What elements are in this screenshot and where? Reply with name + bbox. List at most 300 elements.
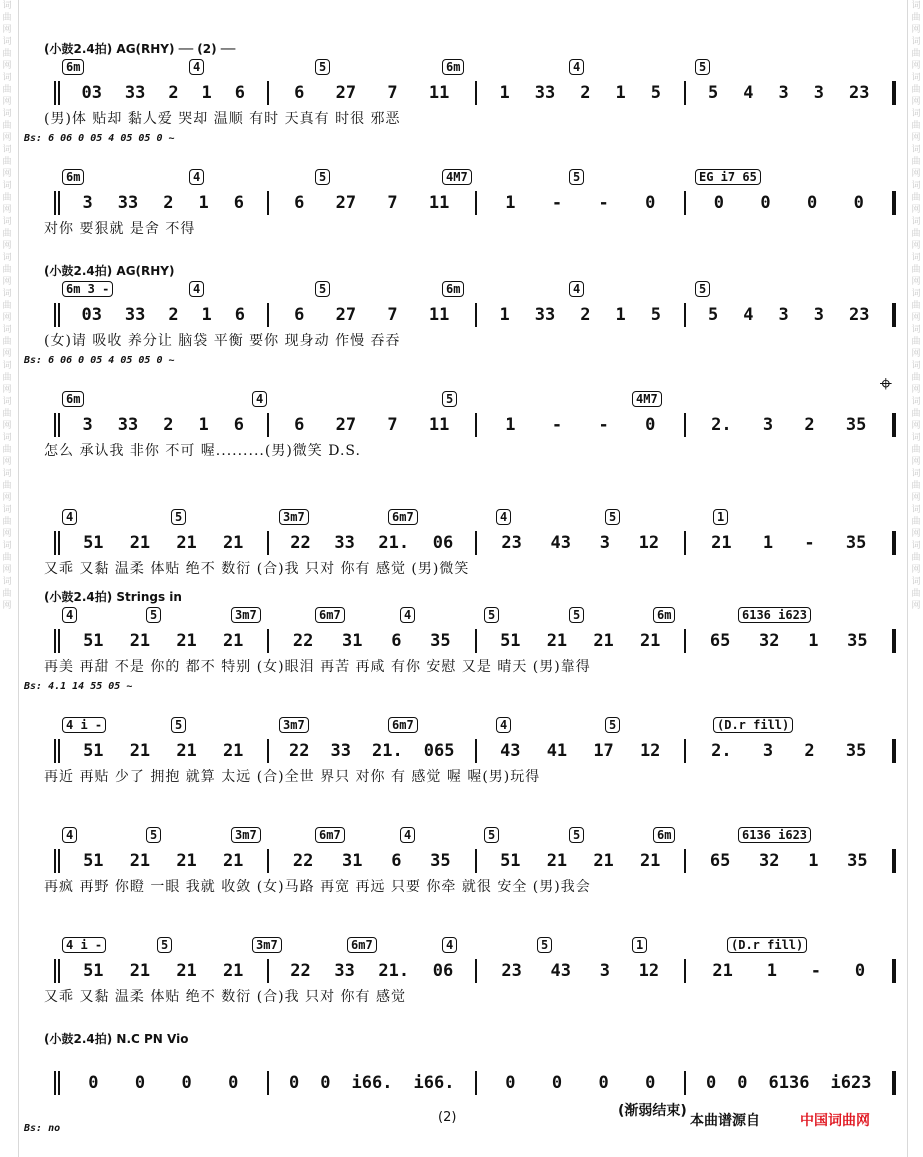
note: 1 [615, 305, 626, 325]
note: 35 [430, 851, 451, 871]
watermark-glyph: 网 [2, 61, 12, 71]
note: 2 [168, 83, 179, 103]
note: 0 [181, 1073, 192, 1093]
chord-symbol: 4 [442, 937, 457, 953]
watermark-glyph: 词 [911, 289, 921, 299]
note: 2 [163, 193, 174, 213]
watermark-glyph: 曲 [2, 13, 12, 23]
chord-symbol: 4 [189, 59, 204, 75]
note: 1 [505, 193, 516, 213]
page-number: (2) [438, 1110, 457, 1125]
lyrics-line: 再美 再甜 不是 你的 都不 特别 (女)眼泪 再苦 再咸 有你 安慰 又是 晴天 (男)靠得 [44, 659, 591, 675]
chord-symbol: 5 [569, 169, 584, 185]
note: 0 [853, 193, 864, 213]
barline [267, 959, 269, 983]
chord-symbol: 5 [605, 509, 620, 525]
measure [696, 533, 883, 553]
watermark-glyph: 曲 [911, 409, 921, 419]
note: 21 [129, 961, 151, 981]
chord-symbol: 5 [569, 827, 584, 843]
watermark-glyph: 曲 [911, 517, 921, 527]
note-row [18, 410, 906, 440]
note: 03 [81, 83, 102, 103]
note: 21. [378, 533, 410, 553]
note: i66. [351, 1073, 393, 1093]
note: 0 [228, 1073, 239, 1093]
bass-line: Bs: no [24, 1123, 61, 1134]
note: 23 [849, 305, 870, 325]
lyrics-line: 对你 要狠就 是舍 不得 [44, 221, 196, 237]
repeat-barline [54, 303, 60, 327]
chord-symbol: 4 [62, 827, 77, 843]
note: 51 [500, 631, 521, 651]
note: 21 [129, 741, 151, 761]
note: 11 [428, 193, 450, 213]
barline [475, 81, 477, 105]
measure [279, 961, 466, 981]
chord-symbol: 6m7 [315, 827, 345, 843]
chord-symbol: 5 [695, 59, 710, 75]
measure [487, 631, 674, 651]
note: 51 [500, 851, 521, 871]
barline [267, 81, 269, 105]
note-row [18, 626, 906, 656]
barline [684, 81, 686, 105]
note: 2. [711, 741, 732, 761]
chord-symbol: 5 [146, 827, 161, 843]
note: 6 [391, 851, 402, 871]
note: 22 [290, 533, 311, 553]
repeat-barline [54, 191, 60, 215]
note: 65 [709, 631, 731, 651]
note: - [551, 193, 563, 213]
note: 0 [806, 193, 818, 213]
chord-symbol: 1 [713, 509, 728, 525]
barline [892, 629, 896, 653]
watermark-glyph: 词 [2, 361, 12, 371]
watermark-glyph: 网 [2, 97, 12, 107]
watermark-glyph: 网 [911, 565, 921, 575]
watermark-glyph: 词 [911, 577, 921, 587]
chord-row [18, 606, 906, 626]
note: 51 [83, 533, 104, 553]
note: 21 [593, 631, 614, 651]
measure [696, 415, 883, 435]
chord-symbol: 3m7 [279, 509, 309, 525]
note: - [810, 961, 822, 981]
note: 21 [593, 851, 614, 871]
chord-symbol: 1 [632, 937, 647, 953]
note: 21 [222, 961, 244, 981]
watermark-glyph: 词 [911, 325, 921, 335]
note: 21 [176, 741, 197, 761]
note: 23 [849, 83, 870, 103]
score-system [18, 808, 906, 916]
chord-symbol: 5 [315, 281, 330, 297]
measure [696, 631, 883, 651]
measure [279, 631, 466, 651]
footer [18, 1098, 906, 1138]
system-header [18, 150, 906, 168]
note: 3 [762, 741, 774, 761]
barline [684, 739, 686, 763]
watermark-glyph: 网 [2, 133, 12, 143]
chord-row [18, 936, 906, 956]
watermark-glyph: 网 [911, 241, 921, 251]
note: 1 [762, 533, 774, 553]
note: 33 [117, 415, 139, 435]
watermark-glyph: 词 [2, 181, 12, 191]
watermark-glyph: 词 [2, 397, 12, 407]
note: 21 [129, 533, 151, 553]
note: 1 [499, 305, 510, 325]
repeat-barline [54, 531, 60, 555]
watermark-glyph: 曲 [2, 265, 12, 275]
note: 0 [713, 193, 724, 213]
watermark-glyph: 曲 [2, 589, 12, 599]
barline [475, 629, 477, 653]
measure [70, 1073, 257, 1093]
note: 21 [546, 631, 568, 651]
note: 43 [550, 533, 571, 553]
measure [279, 533, 466, 553]
note: 5 [650, 83, 661, 103]
note: 22 [290, 961, 311, 981]
note: 12 [638, 961, 660, 981]
chord-symbol: 5 [146, 607, 161, 623]
note-row [18, 846, 906, 876]
measure [70, 961, 257, 981]
watermark-glyph: 网 [2, 241, 12, 251]
chord-symbol: 6m [62, 169, 84, 185]
site-name[interactable]: 中国词曲网 [800, 1113, 870, 1129]
note: 23 [501, 533, 522, 553]
watermark-glyph: 网 [911, 457, 921, 467]
note: 27 [335, 305, 357, 325]
chord-symbol: (D.r fill) [713, 717, 793, 733]
note: 0 [737, 1073, 748, 1093]
note: 35 [845, 741, 867, 761]
note: 33 [330, 741, 351, 761]
note: 33 [534, 305, 556, 325]
note: 065 [423, 741, 455, 761]
barline [892, 81, 896, 105]
source-label: 本曲谱源自 [690, 1113, 760, 1129]
chord-symbol: 6m [62, 391, 84, 407]
note: 43 [500, 741, 521, 761]
score-system [18, 588, 906, 696]
chord-symbol: 6136 i623 [738, 607, 811, 623]
barline [475, 413, 477, 437]
barline [267, 531, 269, 555]
chord-symbol: 4 [62, 509, 77, 525]
bass-line [18, 898, 906, 916]
chord-symbol: 5 [484, 607, 499, 623]
watermark-glyph: 词 [911, 217, 921, 227]
measure [279, 193, 466, 213]
watermark-glyph: 曲 [2, 49, 12, 59]
watermark-glyph: 曲 [2, 445, 12, 455]
bass-line: Bs: 6 06 0 05 4 05 05 0 ~ [24, 355, 175, 366]
watermark-glyph: 词 [2, 145, 12, 155]
note: 21 [176, 533, 197, 553]
note: 1 [808, 851, 819, 871]
watermark-glyph: 曲 [911, 229, 921, 239]
chord-symbol: 4 i - [62, 717, 106, 733]
note: 21 [546, 851, 568, 871]
chord-symbol: 4 [569, 59, 584, 75]
chord-symbol: 6m [62, 59, 84, 75]
chord-symbol: 5 [171, 509, 186, 525]
note: 21 [222, 851, 244, 871]
repeat-barline [54, 739, 60, 763]
barline [267, 303, 269, 327]
note: 3 [762, 415, 774, 435]
note: 0 [505, 1073, 516, 1093]
watermark-glyph: 曲 [911, 121, 921, 131]
watermark-glyph: 网 [2, 205, 12, 215]
watermark-glyph: 词 [911, 361, 921, 371]
fade-out-marking: (渐弱结束) [618, 1103, 687, 1119]
note-row [18, 736, 906, 766]
watermark-glyph: 网 [911, 25, 921, 35]
chord-row [18, 58, 906, 78]
chord-symbol: 4 [62, 607, 77, 623]
chord-symbol: 6m 3 - [62, 281, 113, 297]
watermark-glyph: 词 [911, 505, 921, 515]
measure [696, 851, 883, 871]
note: 21 [639, 851, 661, 871]
measure [696, 741, 883, 761]
note: 27 [335, 415, 357, 435]
note-row [18, 300, 906, 330]
note: 11 [428, 415, 450, 435]
chord-symbol: 5 [484, 827, 499, 843]
system-header: (小鼓2.4拍) AG(RHY) [44, 264, 175, 278]
watermark-glyph: 曲 [911, 49, 921, 59]
note: 6 [294, 305, 305, 325]
barline [684, 303, 686, 327]
note: 0 [706, 1073, 717, 1093]
note: 33 [124, 83, 146, 103]
note: 1 [808, 631, 819, 651]
bass-line [18, 788, 906, 806]
barline [892, 531, 896, 555]
watermark-glyph: 网 [911, 493, 921, 503]
chord-row [18, 716, 906, 736]
barline [892, 1071, 896, 1095]
score-system [18, 918, 906, 1026]
note: 12 [638, 533, 660, 553]
barline [684, 849, 686, 873]
chord-symbol: 4M7 [632, 391, 662, 407]
chord-symbol: 3m7 [231, 827, 261, 843]
note: 7 [387, 83, 398, 103]
measure [70, 533, 257, 553]
watermark-glyph: 网 [911, 61, 921, 71]
note: 41 [546, 741, 568, 761]
note: 6 [294, 83, 305, 103]
barline [892, 739, 896, 763]
watermark-glyph: 曲 [2, 337, 12, 347]
chord-row [18, 390, 906, 410]
watermark-glyph: 网 [2, 313, 12, 323]
watermark-glyph: 词 [911, 253, 921, 263]
watermark-glyph: 曲 [911, 301, 921, 311]
repeat-barline [54, 849, 60, 873]
note: 3 [599, 533, 610, 553]
watermark-glyph: 词 [911, 37, 921, 47]
watermark-glyph: 曲 [911, 445, 921, 455]
note: 51 [83, 851, 104, 871]
note: 35 [845, 533, 867, 553]
barline [475, 959, 477, 983]
barline [267, 739, 269, 763]
barline [475, 1071, 477, 1095]
system-header [18, 918, 906, 936]
chord-symbol: 5 [569, 607, 584, 623]
lyrics-line: (女)请 吸收 养分让 脑袋 平衡 要你 现身动 作慢 吞吞 [44, 333, 401, 349]
watermark-glyph: 网 [2, 349, 12, 359]
chord-symbol: 3m7 [231, 607, 261, 623]
note: 0 [88, 1073, 99, 1093]
note: 2 [163, 415, 174, 435]
note: 0 [645, 415, 656, 435]
watermark-glyph: 网 [2, 277, 12, 287]
note: 5 [708, 305, 719, 325]
score-system [18, 262, 906, 370]
watermark-glyph: 曲 [2, 157, 12, 167]
note: 21 [129, 631, 151, 651]
measure [487, 415, 674, 435]
measure [696, 193, 883, 213]
chord-symbol: 5 [171, 717, 186, 733]
watermark-glyph: 词 [2, 577, 12, 587]
watermark-glyph: 曲 [911, 553, 921, 563]
note: 21 [176, 961, 197, 981]
note: 21. [372, 741, 403, 761]
chord-symbol: 4 [189, 169, 204, 185]
note: - [804, 533, 815, 553]
note: - [598, 193, 609, 213]
watermark-glyph: 曲 [2, 301, 12, 311]
watermark-glyph: 曲 [911, 337, 921, 347]
note: 35 [845, 415, 867, 435]
watermark-glyph: 曲 [2, 373, 12, 383]
note-row [18, 188, 906, 218]
measure [279, 415, 466, 435]
watermark-glyph: 曲 [911, 157, 921, 167]
chord-row [18, 508, 906, 528]
chord-symbol: 6m7 [388, 509, 418, 525]
barline [267, 849, 269, 873]
watermark-glyph: 词 [2, 541, 12, 551]
note-row [18, 1068, 906, 1098]
watermark-glyph: 词 [2, 253, 12, 263]
note: 0 [134, 1073, 146, 1093]
barline [684, 959, 686, 983]
note: 21 [176, 851, 197, 871]
note: i66. [413, 1073, 455, 1093]
watermark-glyph: 网 [2, 601, 12, 611]
note: 33 [117, 193, 139, 213]
measure [487, 533, 674, 553]
note: 1 [499, 83, 510, 103]
measure [487, 851, 674, 871]
watermark-glyph: 词 [911, 145, 921, 155]
score-system [18, 40, 906, 148]
note: 06 [432, 961, 454, 981]
barline [892, 303, 896, 327]
note-row [18, 956, 906, 986]
note: 3 [599, 961, 610, 981]
watermark-glyph: 词 [911, 397, 921, 407]
chord-symbol: 5 [315, 169, 330, 185]
watermark-glyph: 曲 [911, 85, 921, 95]
chord-symbol: 4 [400, 827, 415, 843]
measure [696, 1073, 883, 1093]
chord-symbol: 5 [695, 281, 710, 297]
watermark-glyph: 曲 [2, 481, 12, 491]
system-header: (小鼓2.4拍) Strings in [44, 590, 182, 604]
score-system [18, 372, 906, 480]
watermark-glyph: 曲 [2, 409, 12, 419]
note: 21 [222, 741, 244, 761]
measure [70, 193, 257, 213]
measure [487, 83, 674, 103]
note: 0 [551, 1073, 563, 1093]
lyrics-line: 怎么 承认我 非你 不可 喔.........(男)微笑 D.S. [44, 443, 361, 459]
barline [267, 413, 269, 437]
note: 6 [234, 305, 245, 325]
watermark-glyph: 曲 [2, 229, 12, 239]
note: 21 [712, 961, 733, 981]
watermark-glyph: 词 [2, 73, 12, 83]
note: 7 [387, 305, 398, 325]
measure [487, 741, 674, 761]
note: 4 [743, 305, 754, 325]
watermark-glyph: 网 [911, 349, 921, 359]
barline [475, 531, 477, 555]
chord-symbol: 6m [442, 59, 464, 75]
note: 21 [222, 631, 244, 651]
watermark-glyph: 网 [911, 601, 921, 611]
chord-symbol: 3m7 [279, 717, 309, 733]
chord-symbol: 4 [496, 717, 511, 733]
barline [475, 739, 477, 763]
note: 11 [428, 83, 450, 103]
note: 6136 [768, 1073, 810, 1093]
note: 23 [501, 961, 522, 981]
note: 03 [81, 305, 102, 325]
watermark-glyph: 词 [2, 289, 12, 299]
chord-symbol: 6m7 [388, 717, 418, 733]
watermark-glyph: 网 [911, 385, 921, 395]
note: 65 [709, 851, 731, 871]
note: 32 [759, 631, 780, 651]
watermark-glyph: 曲 [911, 373, 921, 383]
watermark-glyph: 网 [911, 133, 921, 143]
watermark-glyph: 网 [911, 169, 921, 179]
watermark-glyph: 词 [911, 181, 921, 191]
note: 27 [335, 193, 357, 213]
lyrics-line: 又乖 又黏 温柔 体贴 绝不 数衍 (合)我 只对 你有 感觉 (男)微笑 [44, 561, 470, 577]
measure [696, 961, 883, 981]
chord-symbol: 5 [605, 717, 620, 733]
note: 6 [294, 193, 305, 213]
watermark-left [1, 0, 13, 1157]
note: 21 [711, 533, 732, 553]
